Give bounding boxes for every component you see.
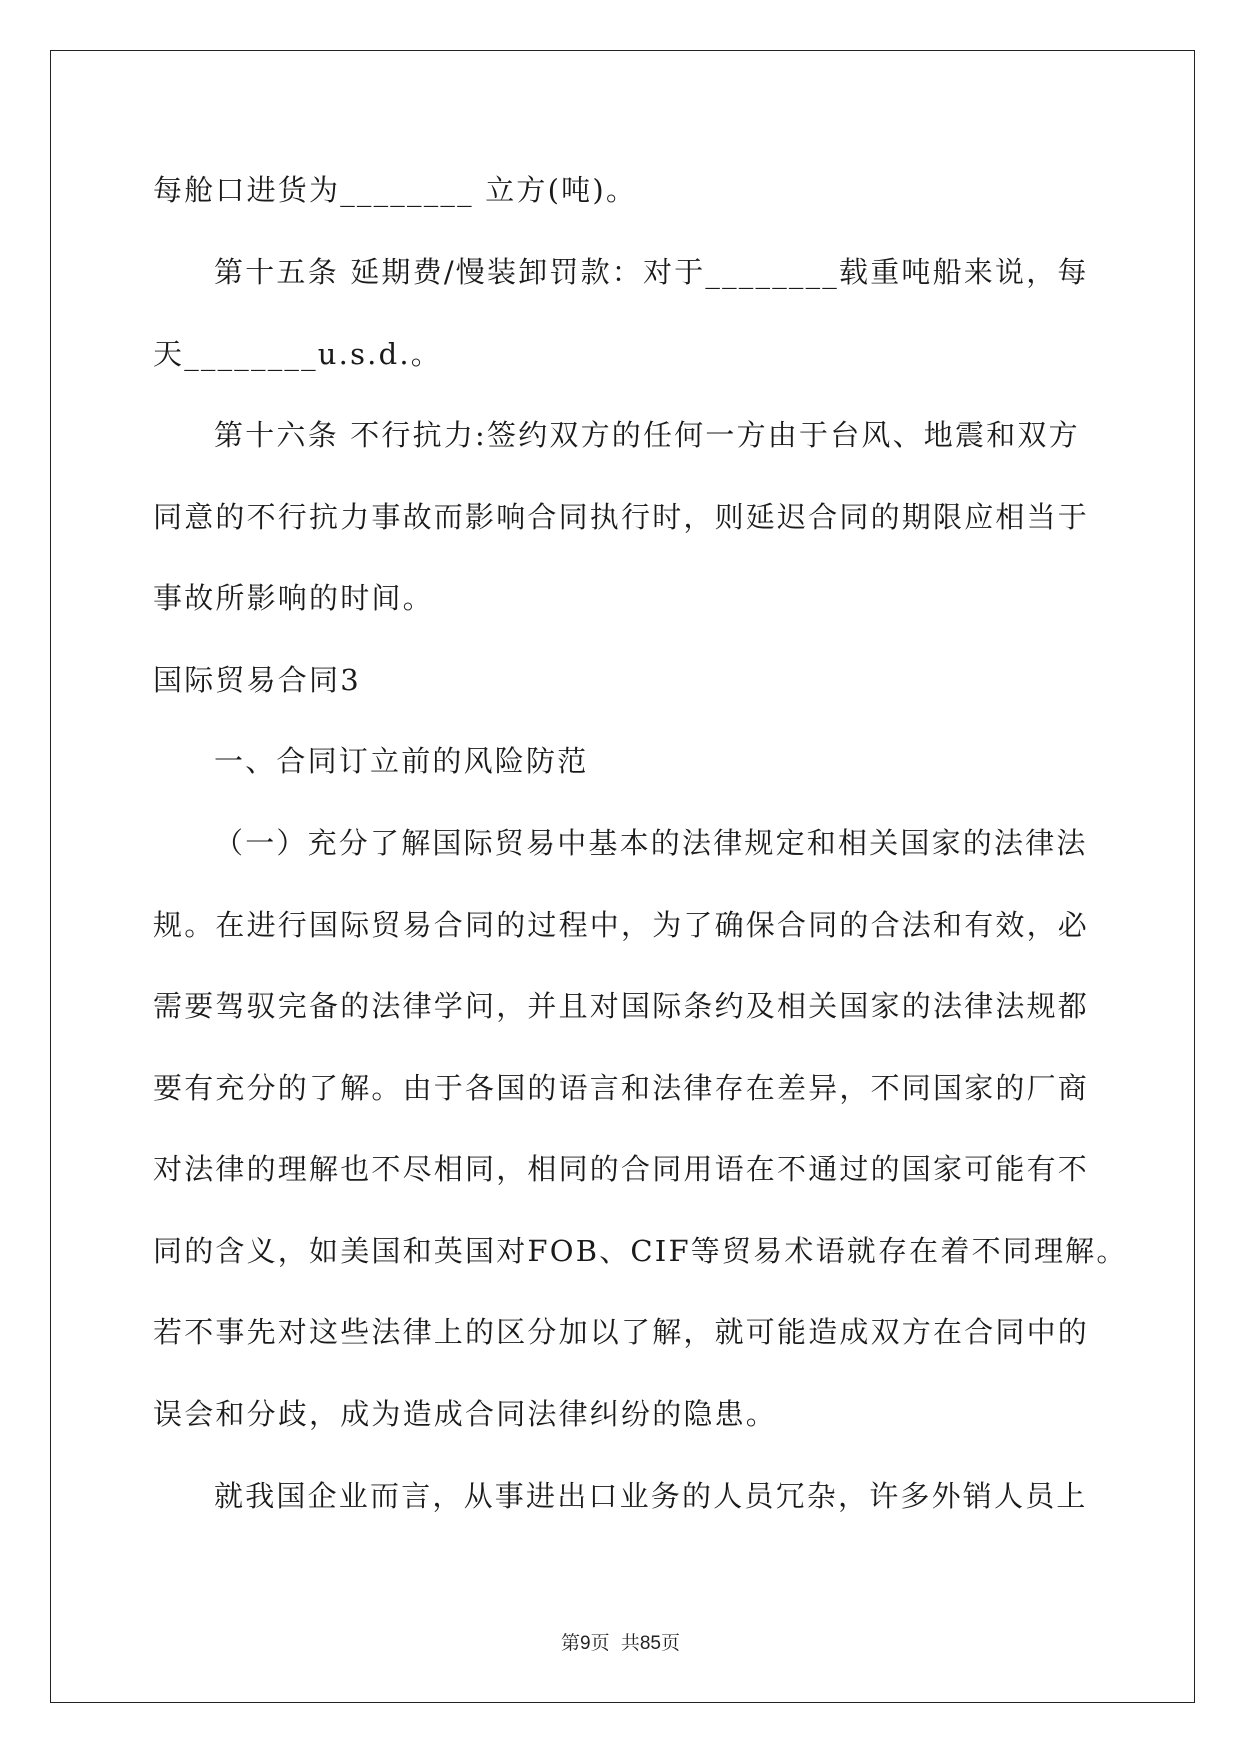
text-line-15: 若不事先对这些法律上的区分加以了解，就可能造成双方在合同中的 [153,1315,1090,1349]
text-line-16: 误会和分歧，成为造成合同法律纠纷的隐患。 [153,1397,778,1431]
page-number: 第9页 [561,1633,610,1654]
page-footer [0,1628,1241,1655]
text-line-14: 同的含义，如美国和英国对FOB、CIF等贸易术语就存在着不同理解。 [153,1234,1128,1268]
text-line-13: 对法律的理解也不尽相同，相同的合同用语在不通过的国家可能有不 [153,1152,1090,1186]
text-line-5: 同意的不行抗力事故而影响合同执行时，则延迟合同的期限应相当于 [153,500,1090,534]
text-line-17: 就我国企业而言，从事进出口业务的人员冗杂，许多外销人员上 [214,1479,1088,1513]
text-line-11: 需要驾驭完备的法律学问，并且对国际条约及相关国家的法律法规都 [153,989,1090,1023]
text-line-4: 第十六条 不行抗力:签约双方的任何一方由于台风、地震和双方 [214,418,1080,452]
subsection-heading: 一、合同订立前的风险防范 [214,744,589,778]
section-heading: 国际贸易合同3 [153,663,361,697]
text-line-10: 规。在进行国际贸易合同的过程中，为了确保合同的合法和有效，必 [153,908,1090,942]
text-line-3: 天________u.s.d.。 [153,337,442,371]
page-total: 共85页 [620,1633,680,1654]
text-line-12: 要有充分的了解。由于各国的语言和法律存在差异，不同国家的厂商 [153,1071,1090,1105]
text-line-2: 第十五条 延期费/慢装卸罚款：对于________载重吨船来说，每 [214,255,1089,289]
text-line-9: （一）充分了解国际贸易中基本的法律规定和相关国家的法律法 [214,826,1088,860]
text-line-1: 每舱口进货为________ 立方(吨)。 [153,173,638,207]
page-border [50,50,1195,1703]
text-line-6: 事故所影响的时间。 [153,581,434,615]
